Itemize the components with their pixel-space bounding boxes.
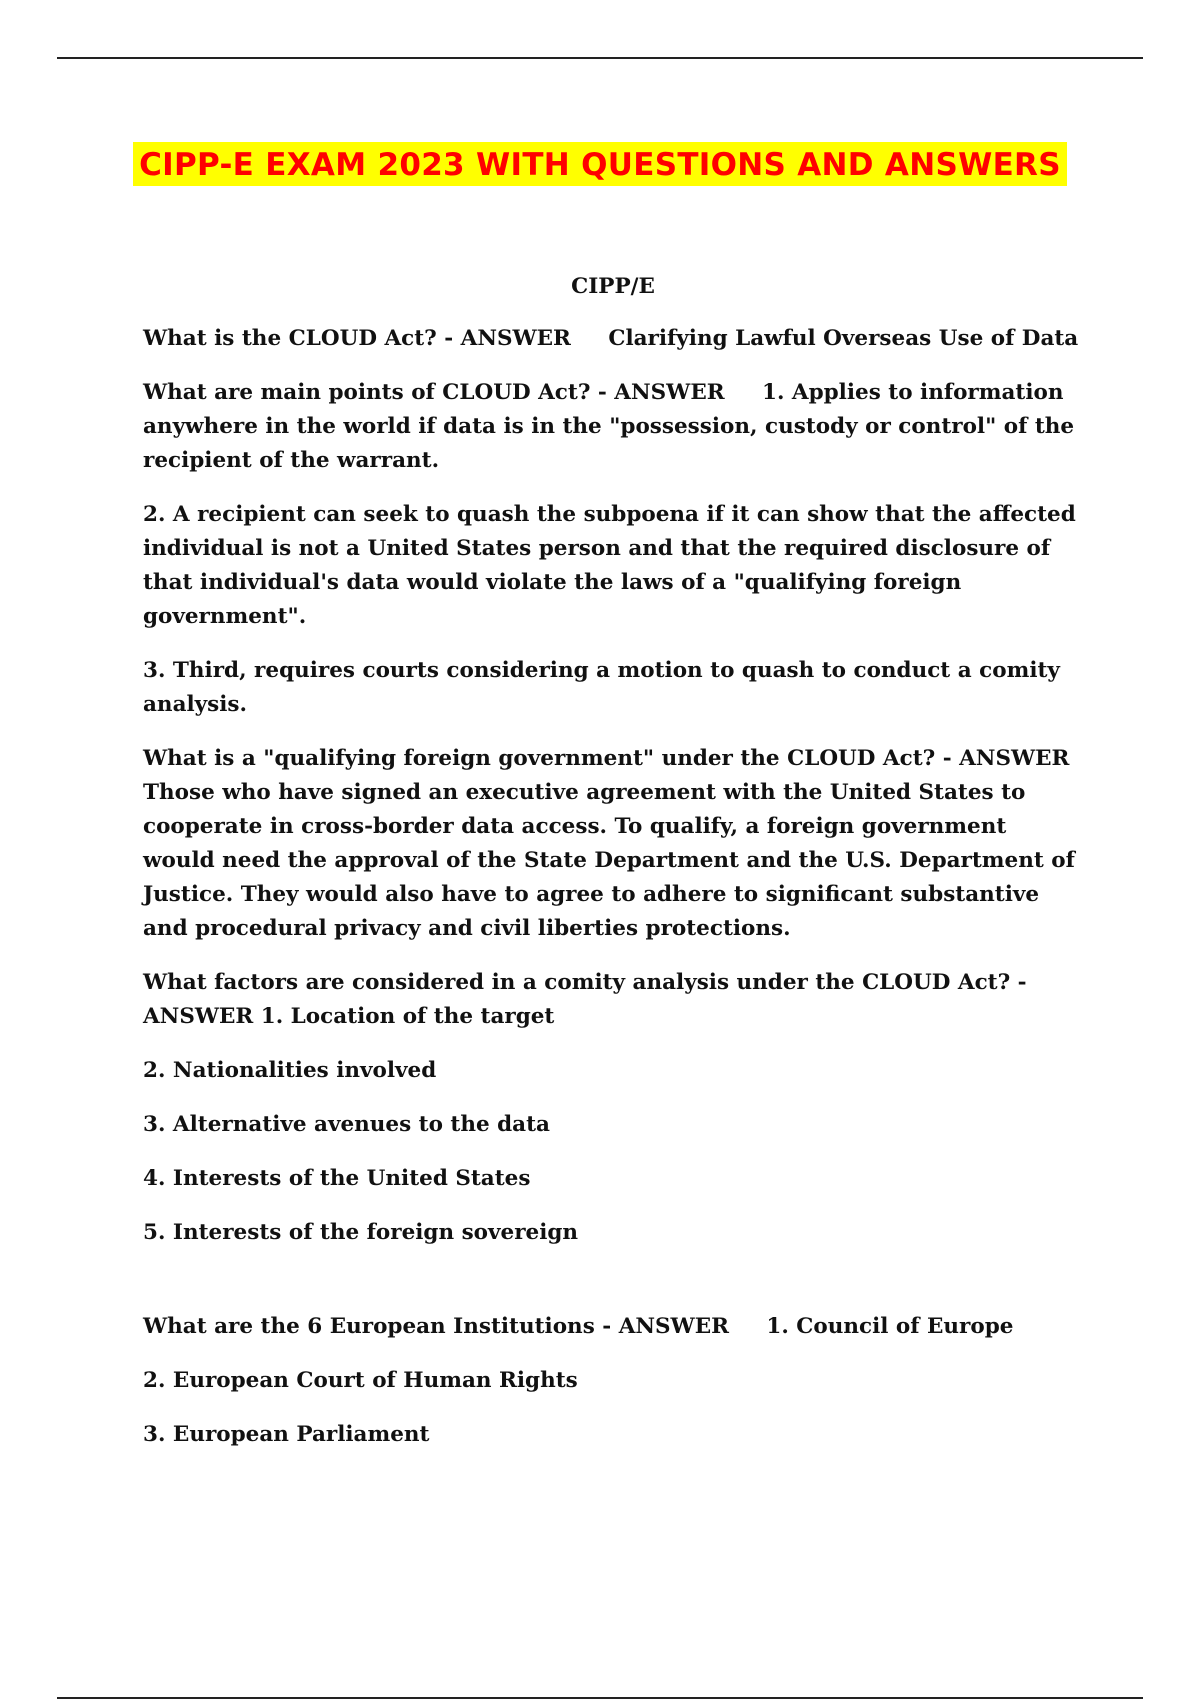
subheading: CIPP/E (571, 274, 655, 299)
document-body (143, 270, 1083, 1472)
list-item: 3. Third, requires courts considering a motion to quash to conduct a comity analysis. (143, 658, 1068, 717)
document-title: CIPP-E EXAM 2023 WITH QUESTIONS AND ANSWERS (133, 142, 1067, 186)
list-item: 3. European Parliament (143, 1422, 430, 1447)
qa-qualifying-foreign-government: What is a "qualifying foreign government" under the CLOUD Act? - ANSWER Those who have signed an executive agreement with the United States to cooperate in cross-border data access. To qualify, a foreign government would need the approval of the State Department and the U.S. Department of Justice. They would also have to agree to adhere to significant substantive and procedural privacy and civil liberties protections. (143, 746, 1083, 941)
qa-cloud-act-definition: What is the CLOUD Act? - ANSWER Clarifying Lawful Overseas Use of Data (143, 326, 1079, 351)
list-item: 2. European Court of Human Rights (143, 1368, 578, 1393)
qa-cloud-act-main-points: What are main points of CLOUD Act? - ANSWER 1. Applies to information anywhere in the world if data is in the "possession, custody or control" of the recipient of the warrant. (143, 380, 1082, 473)
spacer (143, 1270, 1083, 1310)
list-item: 2. A recipient can seek to quash the subpoena if it can show that the affected individual is not a United States person and that the required disclosure of that individual's data would violate the laws of a "qualifying foreign government". (143, 502, 1084, 629)
qa-european-institutions: What are the 6 European Institutions - ANSWER 1. Council of Europe (143, 1314, 1014, 1339)
title-banner (0, 142, 1200, 186)
list-item: 2. Nationalities involved (143, 1058, 437, 1083)
list-item: 4. Interests of the United States (143, 1166, 531, 1191)
top-rule (57, 57, 1143, 59)
list-item: 3. Alternative avenues to the data (143, 1112, 550, 1137)
qa-comity-factors: What factors are considered in a comity analysis under the CLOUD Act? - ANSWER 1. Location of the target (143, 970, 1035, 1029)
bottom-rule (57, 1697, 1143, 1699)
list-item: 5. Interests of the foreign sovereign (143, 1220, 579, 1245)
